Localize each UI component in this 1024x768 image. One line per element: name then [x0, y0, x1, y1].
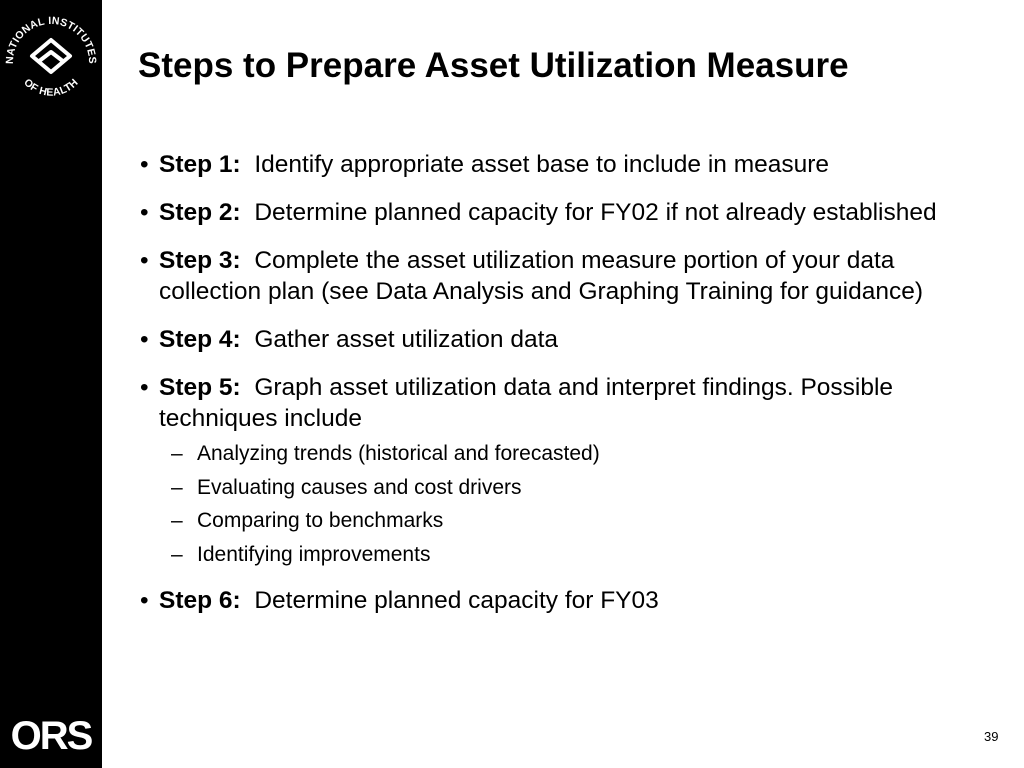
- bullet-icon: •: [140, 247, 149, 274]
- ors-logo-icon: [8, 712, 94, 758]
- page-number: 39: [984, 729, 999, 744]
- step-text: Graph asset utilization data and interpret findings. Possible techniques include: [159, 374, 894, 432]
- step-list: [138, 149, 998, 633]
- step-text: Determine planned capacity for FY03: [254, 586, 659, 614]
- nih-seal-icon: [0, 0, 102, 110]
- sub-list: [159, 441, 998, 568]
- sub-item: [159, 508, 998, 534]
- step-text: Determine planned capacity for FY02 if not already established: [254, 199, 937, 226]
- step-item: [138, 372, 998, 568]
- sub-item-text: Evaluating causes and cost drivers: [197, 475, 522, 499]
- sub-item: [159, 475, 998, 501]
- sub-item-text: Comparing to benchmarks: [197, 509, 444, 532]
- bullet-icon: •: [140, 326, 149, 353]
- svg-text:OF HEALTH: OF HEALTH: [21, 76, 81, 99]
- step-item: [138, 149, 998, 180]
- step-item: [138, 245, 998, 307]
- svg-text:ORS: ORS: [10, 714, 92, 758]
- step-text: Complete the asset utilization measure portion of your data collection plan (see Data Analysis and Graphing Training for guidance): [159, 247, 924, 305]
- step-item: [138, 197, 998, 228]
- dash-icon: –: [171, 542, 183, 566]
- step-label: Step 2:: [159, 199, 241, 226]
- sidebar: [0, 0, 102, 768]
- slide-title: Steps to Prepare Asset Utilization Measure: [138, 46, 849, 85]
- step-item: [138, 585, 998, 616]
- step-label: Step 4:: [159, 326, 241, 353]
- bullet-icon: •: [140, 586, 149, 614]
- step-item: [138, 324, 998, 355]
- step-text: Identify appropriate asset base to include in measure: [254, 151, 830, 178]
- bullet-icon: •: [140, 199, 149, 226]
- bullet-icon: •: [140, 374, 149, 401]
- step-text: Gather asset utilization data: [254, 326, 559, 353]
- dash-icon: –: [171, 475, 183, 499]
- dash-icon: –: [171, 509, 183, 532]
- svg-text:NATIONAL INSTITUTES: NATIONAL INSTITUTES: [3, 14, 99, 65]
- dash-icon: –: [171, 442, 183, 465]
- sub-item-text: Identifying improvements: [197, 542, 431, 566]
- step-label: Step 5:: [159, 374, 241, 401]
- sub-item: [159, 441, 998, 467]
- bullet-icon: •: [140, 151, 149, 178]
- sub-item-text: Analyzing trends (historical and forecasted): [197, 442, 600, 465]
- step-label: Step 1:: [159, 151, 241, 178]
- step-label: Step 6:: [159, 586, 241, 614]
- step-label: Step 3:: [159, 247, 241, 274]
- sub-item: [159, 542, 998, 568]
